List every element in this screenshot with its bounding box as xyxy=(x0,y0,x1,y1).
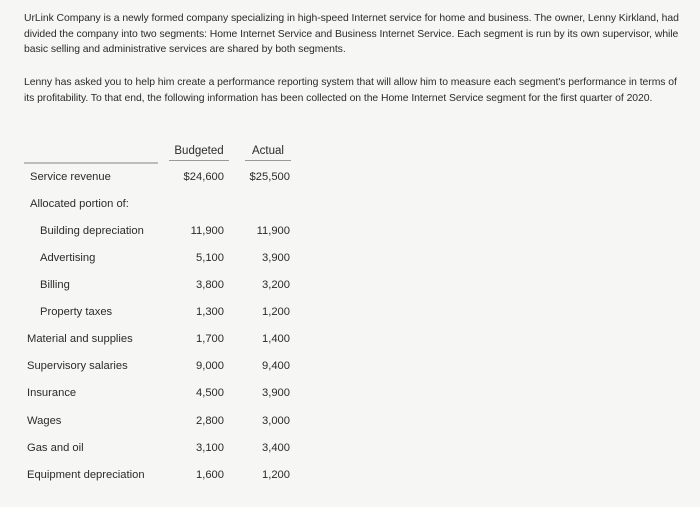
budgeted-value: 2,800 xyxy=(196,415,224,427)
table-row xyxy=(0,442,700,462)
actual-value: 11,900 xyxy=(256,225,290,237)
actual-value: $25,500 xyxy=(249,171,290,183)
budgeted-value: 5,100 xyxy=(196,252,224,264)
table-row xyxy=(0,387,700,407)
row-label: Allocated portion of: xyxy=(30,198,129,210)
budgeted-value: 3,100 xyxy=(196,442,224,454)
budgeted-column-header: Budgeted xyxy=(169,145,229,161)
row-label: Advertising xyxy=(40,252,96,264)
budgeted-value: 1,600 xyxy=(196,469,224,481)
actual-value: 9,400 xyxy=(262,360,290,372)
budgeted-value: 1,700 xyxy=(196,333,224,345)
row-label: Supervisory salaries xyxy=(27,360,128,372)
actual-value: 1,200 xyxy=(262,306,290,318)
budgeted-value: $24,600 xyxy=(183,171,224,183)
row-label: Equipment depreciation xyxy=(27,469,145,481)
actual-value: 3,000 xyxy=(262,415,290,427)
table-row xyxy=(0,469,700,489)
row-label: Billing xyxy=(40,279,70,291)
request-paragraph: Lenny has asked you to help him create a performance reporting system that will allow him to measure each segment's performance in terms of its profitability. To that end, the following information has been collected on the Home Internet Service segment for the first quarter of 2020. xyxy=(24,77,677,104)
budgeted-value: 9,000 xyxy=(196,360,224,372)
budgeted-value: 1,300 xyxy=(196,306,224,318)
actual-value: 3,900 xyxy=(262,387,290,399)
table-row xyxy=(0,225,700,245)
row-label: Building depreciation xyxy=(40,225,144,237)
row-label: Insurance xyxy=(27,387,77,399)
row-label: Material and supplies xyxy=(27,333,133,345)
budgeted-value: 4,500 xyxy=(196,387,224,399)
row-label: Gas and oil xyxy=(27,442,84,454)
actual-value: 1,400 xyxy=(262,333,290,345)
actual-value: 1,200 xyxy=(262,469,290,481)
label-column-rule xyxy=(24,162,158,164)
actual-value: 3,400 xyxy=(262,442,290,454)
budgeted-value: 11,900 xyxy=(190,225,224,237)
budgeted-value: 3,800 xyxy=(196,279,224,291)
row-label: Property taxes xyxy=(40,306,113,318)
table-row xyxy=(0,360,700,380)
table-row xyxy=(0,279,700,299)
row-label: Wages xyxy=(27,415,62,427)
table-row xyxy=(0,415,700,435)
table-row xyxy=(0,198,700,218)
table-row xyxy=(0,333,700,353)
actual-value: 3,900 xyxy=(262,252,290,264)
table-row xyxy=(0,306,700,326)
actual-value: 3,200 xyxy=(262,279,290,291)
actual-column-header: Actual xyxy=(245,145,291,161)
table-row xyxy=(0,171,700,191)
intro-paragraph: UrLink Company is a newly formed company specializing in high-speed Internet service for home and business. The owner, Lenny Kirkland, had divided the company into two segments: Home Internet Service and Business Internet Service. Each segment is run by its own supervisor, while basic selling and administrative services are shared by both segments. xyxy=(24,13,679,55)
table-row xyxy=(0,252,700,272)
row-label: Service revenue xyxy=(30,171,111,183)
